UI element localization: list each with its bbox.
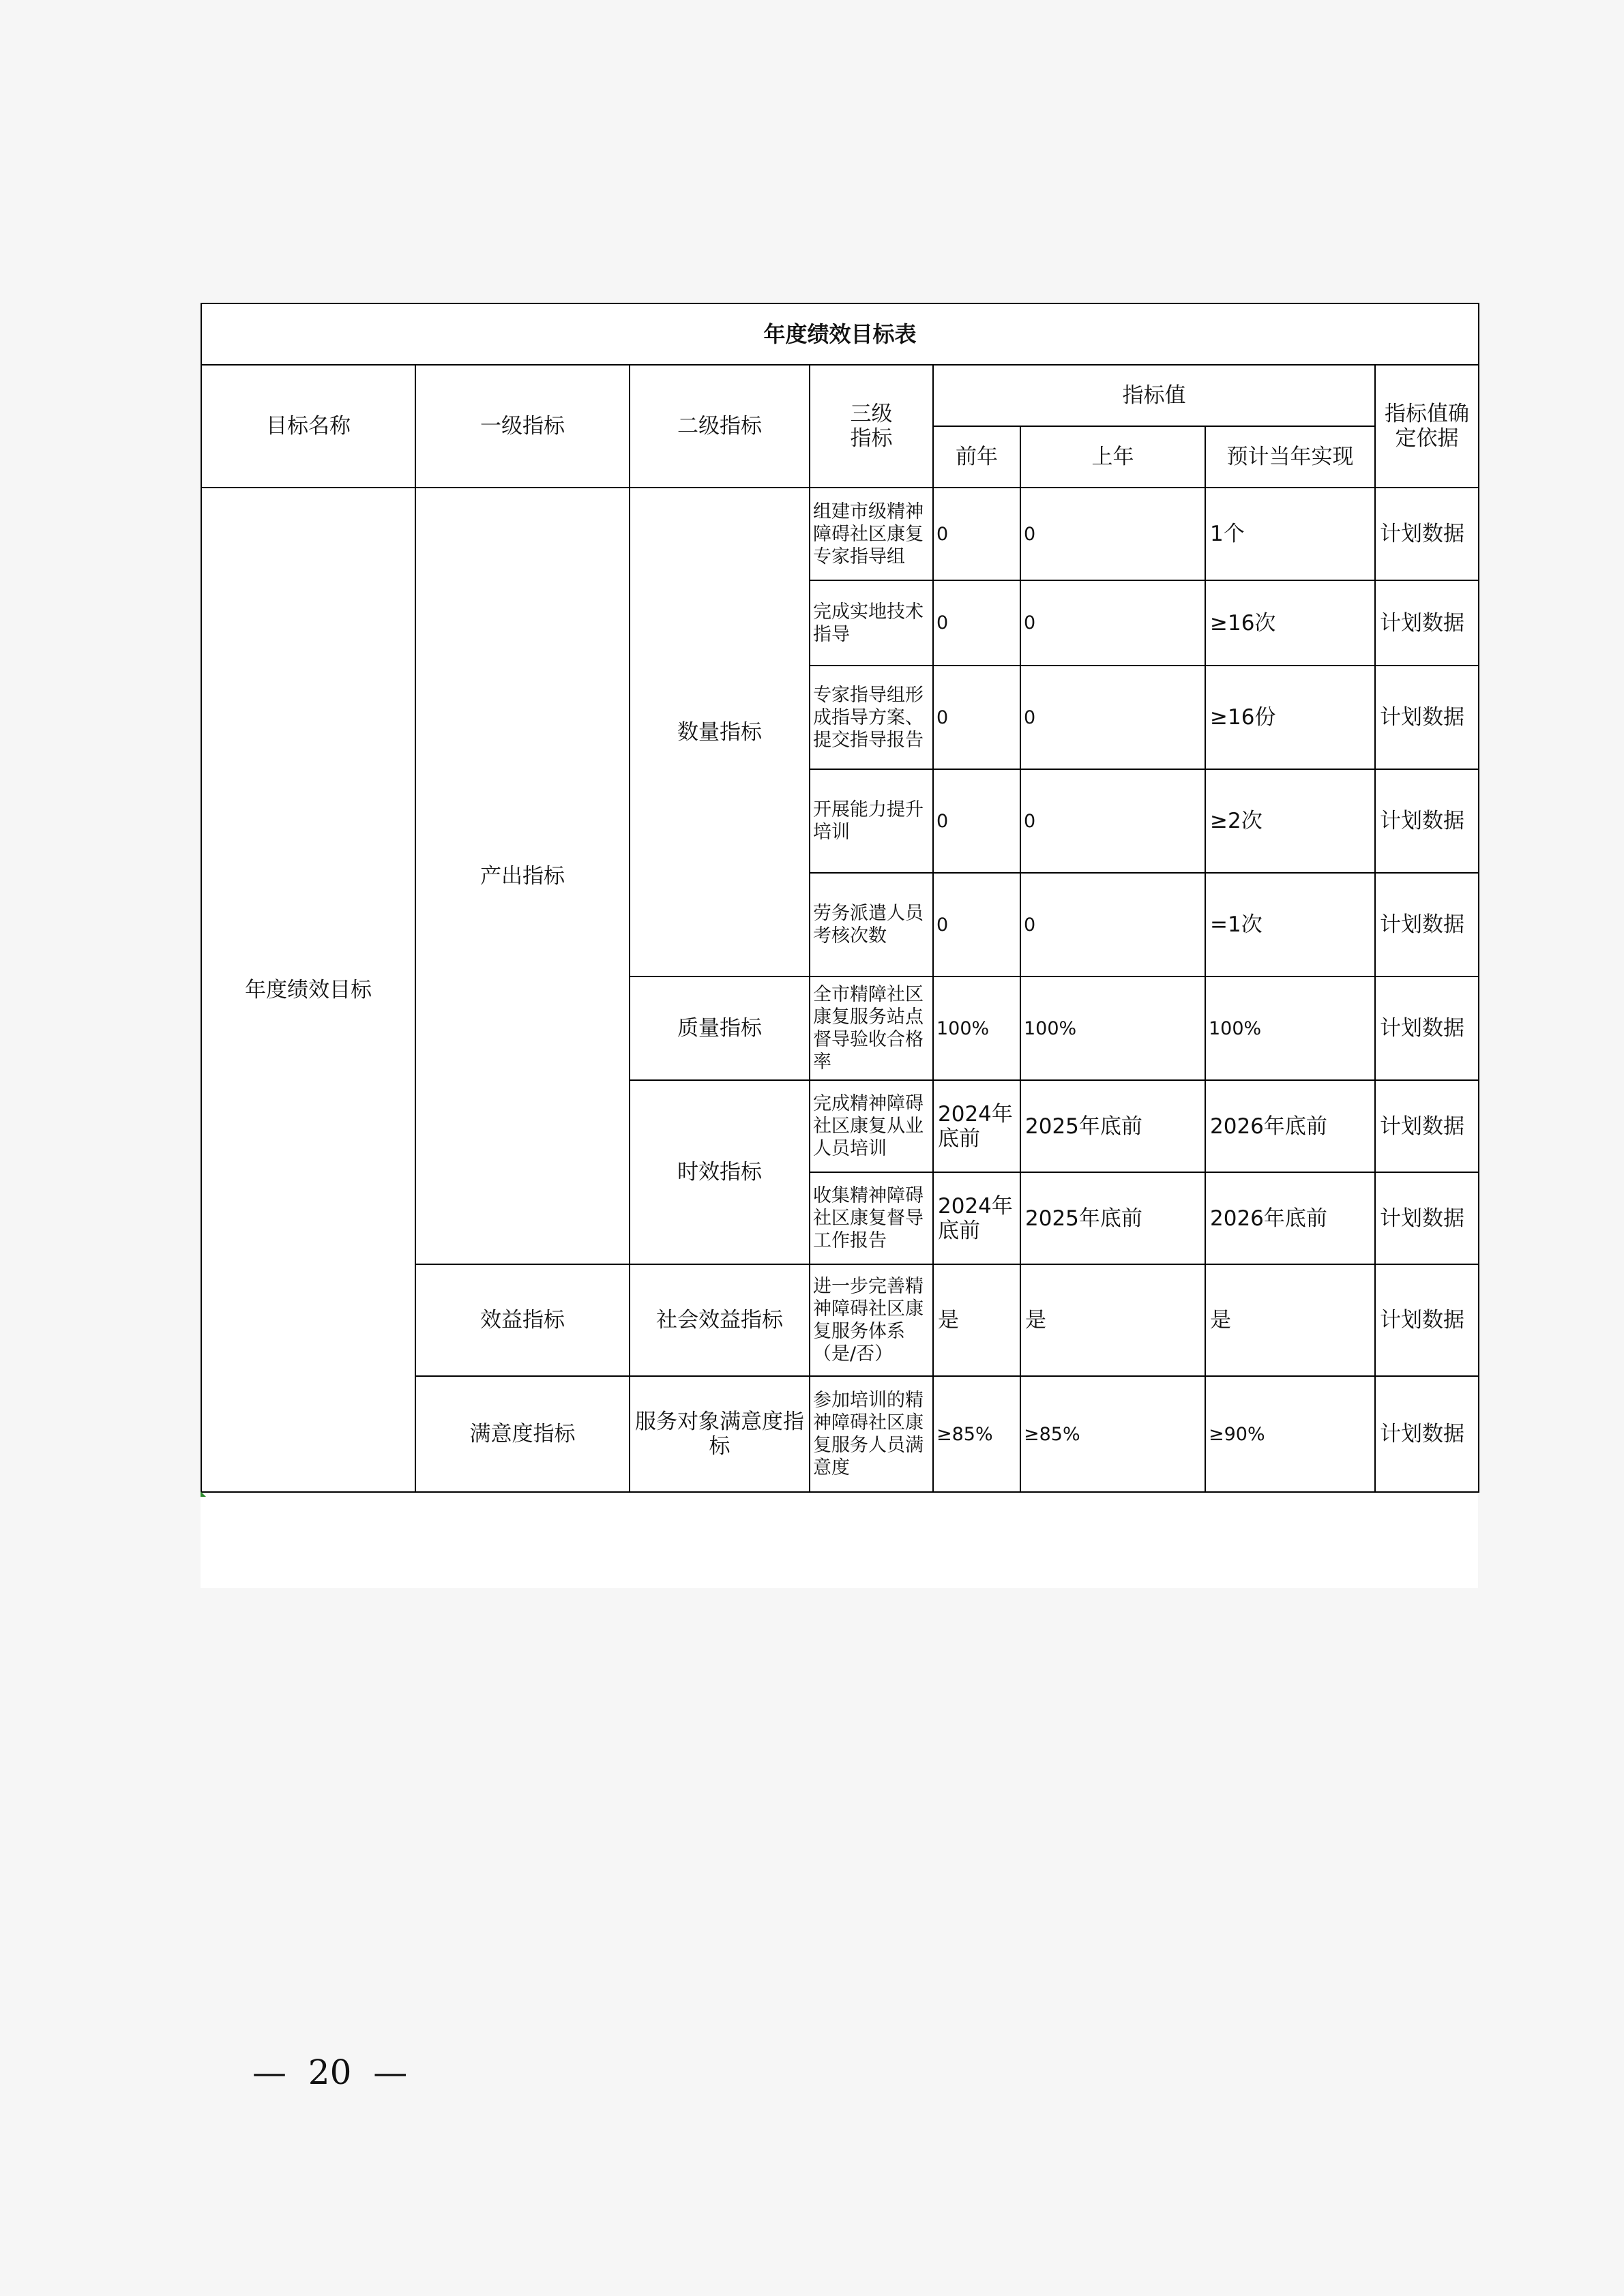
- header-level1: 一级指标: [415, 365, 630, 488]
- expected-value: 是: [1205, 1264, 1375, 1376]
- level1-benefit: 效益指标: [415, 1264, 630, 1376]
- expected-value: 1个: [1205, 488, 1375, 580]
- prev-year-value: 2024年 底前: [933, 1172, 1020, 1264]
- level3-indicator: 开展能力提升 培训: [810, 769, 933, 873]
- basis-value: 计划数据: [1375, 1376, 1479, 1492]
- prev-year-value: 0: [933, 769, 1020, 873]
- header-expected: 预计当年实现: [1205, 426, 1375, 488]
- last-year-value: 是: [1020, 1264, 1205, 1376]
- level1-output: 产出指标: [415, 488, 630, 1264]
- basis-value: 计划数据: [1375, 666, 1479, 769]
- expected-value: 100%: [1205, 976, 1375, 1080]
- level2-service: 服务对象满意度指 标: [630, 1376, 810, 1492]
- level3-indicator: 参加培训的精 神障碍社区康 复服务人员满 意度: [810, 1376, 933, 1492]
- level3-indicator: 完成实地技术 指导: [810, 580, 933, 666]
- basis-value: 计划数据: [1375, 873, 1479, 976]
- last-year-value: 0: [1020, 666, 1205, 769]
- header-basis: 指标值确 定依据: [1375, 365, 1479, 488]
- page-number: — 20 —: [252, 2053, 408, 2092]
- header-goal-name: 目标名称: [201, 365, 415, 488]
- basis-value: 计划数据: [1375, 1264, 1479, 1376]
- prev-year-value: 0: [933, 873, 1020, 976]
- basis-value: 计划数据: [1375, 769, 1479, 873]
- performance-table-container: [201, 303, 1478, 1588]
- level3-indicator: 全市精障社区 康复服务站点 督导验收合格 率: [810, 976, 933, 1080]
- level3-indicator: 劳务派遣人员 考核次数: [810, 873, 933, 976]
- performance-goals-table: [201, 303, 1479, 1493]
- header-prev-year: 前年: [933, 426, 1020, 488]
- cell-corner-marker: [201, 1491, 206, 1497]
- expected-value: 2026年底前: [1205, 1172, 1375, 1264]
- last-year-value: 2025年底前: [1020, 1080, 1205, 1172]
- basis-value: 计划数据: [1375, 976, 1479, 1080]
- expected-value: 2026年底前: [1205, 1080, 1375, 1172]
- goal-name-cell: 年度绩效目标: [201, 488, 415, 1492]
- level2-social: 社会效益指标: [630, 1264, 810, 1376]
- prev-year-value: 是: [933, 1264, 1020, 1376]
- header-level2: 二级指标: [630, 365, 810, 488]
- last-year-value: 100%: [1020, 976, 1205, 1080]
- last-year-value: 0: [1020, 580, 1205, 666]
- prev-year-value: 0: [933, 488, 1020, 580]
- level3-indicator: 收集精神障碍 社区康复督导 工作报告: [810, 1172, 933, 1264]
- last-year-value: 0: [1020, 873, 1205, 976]
- prev-year-value: ≥85%: [933, 1376, 1020, 1492]
- prev-year-value: 100%: [933, 976, 1020, 1080]
- basis-value: 计划数据: [1375, 1172, 1479, 1264]
- last-year-value: 2025年底前: [1020, 1172, 1205, 1264]
- level3-indicator: 完成精神障碍 社区康复从业 人员培训: [810, 1080, 933, 1172]
- basis-value: 计划数据: [1375, 580, 1479, 666]
- prev-year-value: 0: [933, 666, 1020, 769]
- prev-year-value: 2024年 底前: [933, 1080, 1020, 1172]
- expected-value: ≥16份: [1205, 666, 1375, 769]
- level3-indicator: 组建市级精神 障碍社区康复 专家指导组: [810, 488, 933, 580]
- basis-value: 计划数据: [1375, 488, 1479, 580]
- level3-indicator: 专家指导组形 成指导方案、 提交指导报告: [810, 666, 933, 769]
- last-year-value: ≥85%: [1020, 1376, 1205, 1492]
- last-year-value: 0: [1020, 488, 1205, 580]
- header-last-year: 上年: [1020, 426, 1205, 488]
- expected-value: ≥2次: [1205, 769, 1375, 873]
- prev-year-value: 0: [933, 580, 1020, 666]
- level2-quantity: 数量指标: [630, 488, 810, 976]
- level2-timeliness: 时效指标: [630, 1080, 810, 1264]
- expected-value: =1次: [1205, 873, 1375, 976]
- level2-quality: 质量指标: [630, 976, 810, 1080]
- expected-value: ≥16次: [1205, 580, 1375, 666]
- last-year-value: 0: [1020, 769, 1205, 873]
- expected-value: ≥90%: [1205, 1376, 1375, 1492]
- table-title: 年度绩效目标表: [201, 303, 1479, 365]
- level3-indicator: 进一步完善精 神障碍社区康 复服务体系 （是/否）: [810, 1264, 933, 1376]
- header-level3: 三级 指标: [810, 365, 933, 488]
- level1-satisfaction: 满意度指标: [415, 1376, 630, 1492]
- header-value-group: 指标值: [933, 365, 1375, 426]
- basis-value: 计划数据: [1375, 1080, 1479, 1172]
